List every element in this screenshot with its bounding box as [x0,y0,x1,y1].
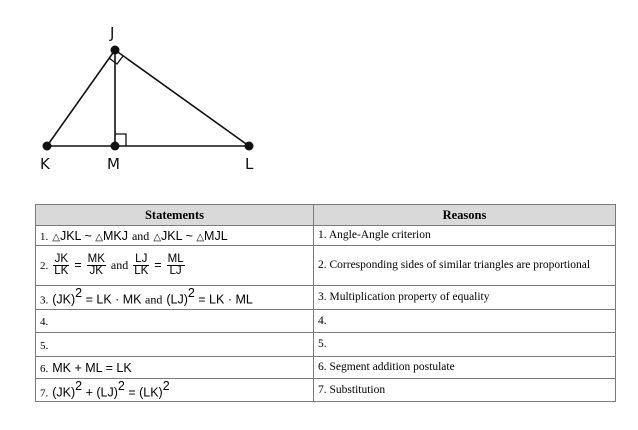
table-row [36,286,616,310]
statement-6: 6. MK + ML = LK [36,357,314,379]
reason-6: 6. Segment addition postulate [314,357,616,379]
statement-3: 3. (JK)$^2$ = LK · MK and (LJ)$^2$ = LK · ML [36,286,314,310]
fraction: $\frac{JK}{LK}$ [54,253,69,277]
label-l: L [245,155,254,173]
fraction: $\frac{ML}{LJ}$ [167,253,184,277]
label-m: M [107,155,120,173]
table-row [36,310,616,333]
point-l [245,142,254,151]
reason-1: 1. Angle-Angle criterion [314,226,616,246]
label-k: K [40,155,50,173]
table-row [36,246,616,286]
statements-header: Statements [36,205,314,226]
statement-7: 7. (JK)$^2$ + (LJ)$^2$ = (LK)$^2$ [36,379,314,402]
reason-4: 4. [314,310,616,333]
table-row [36,333,616,357]
point-k [43,142,52,151]
statement-1: 1. △JKL ~ △MKJ and △JKL ~ △MJL [36,226,314,246]
table-header-row [36,205,616,226]
statement-5: 5. [36,333,314,357]
statement-4: 4. [36,310,314,333]
proof-table [35,204,616,402]
point-j [111,46,120,55]
table-row [36,357,616,379]
reason-5: 5. [314,333,616,357]
table-row [36,226,616,246]
right-angle-marker-j [109,56,123,64]
segment-jk [47,50,115,146]
fraction: $\frac{MK}{JK}$ [87,253,105,277]
label-j: J [110,24,115,42]
reason-3: 3. Multiplication property of equality [314,286,616,310]
table-row [36,379,616,402]
statement-2: 2. $\frac{JK}{LK}$ = $\frac{MK}{JK}$ and $\frac{LJ}{LK}$ = $\frac{ML}{LJ}$ [36,246,314,286]
point-m [111,142,120,151]
reason-2: 2. Corresponding sides of similar triangles are proportional [314,246,616,286]
fraction: $\frac{LJ}{LK}$ [134,253,149,277]
triangle-figure [0,0,638,190]
reason-7: 7. Substitution [314,379,616,402]
reasons-header: Reasons [314,205,616,226]
segment-jl [115,50,249,146]
